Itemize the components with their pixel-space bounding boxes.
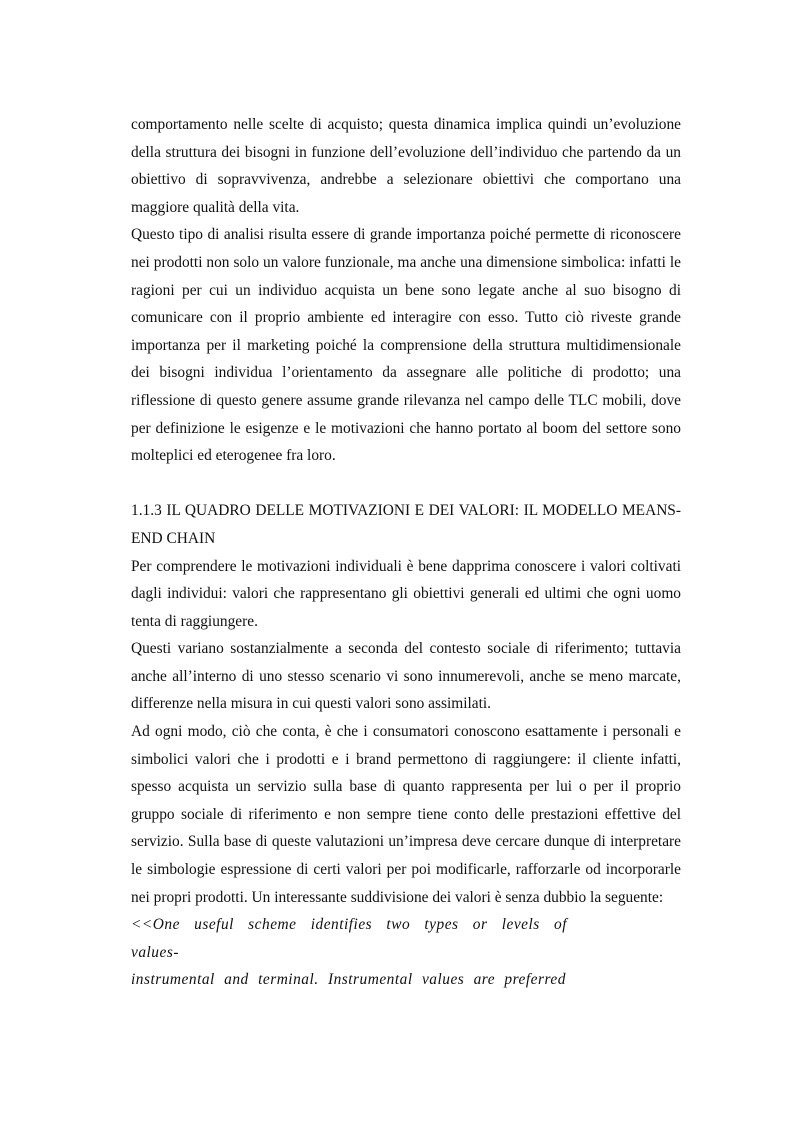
document-body <box>131 111 681 994</box>
paragraph-2: Questo tipo di analisi risulta essere di grande importanza poiché permette di riconoscere nei prodotti non solo un valore funzionale, ma anche una dimensione simbolica: infatti le ragioni per cui un individuo acquista un bene sono legate anche al suo bisogno di comunicare con il proprio ambiente ed interagire con esso. Tutto ciò riveste grande importanza per il marketing poiché la comprensione della struttura multidimensionale dei bisogni individua l’orientamento da assegnare alle politiche di prodotto; una riflessione di questo genere assume grande rilevanza nel campo delle TLC mobili, dove per definizione le esigenze e le motivazioni che hanno portato al boom del settore sono molteplici ed eterogenee fra loro. <box>131 226 681 465</box>
section-heading: 1.1.3 IL QUADRO DELLE MOTIVAZIONI E DEI VALORI: IL MODELLO MEANS-END CHAIN <box>131 502 681 547</box>
paragraph-1: comportamento nelle scelte di acquisto; questa dinamica implica quindi un’evoluzione della struttura dei bisogni in funzione dell’evoluzione dell’individuo che partendo da un obiettivo di sopravvivenza, andrebbe a selezionare obiettivi che comportano una maggiore qualità della vita. <box>131 116 681 216</box>
quote-line-1: <<One useful scheme identifies two types or levels of values- <box>131 916 567 961</box>
quote-line-2: instrumental and terminal. Instrumental values are preferred <box>131 971 566 989</box>
paragraph-4: Questi variano sostanzialmente a seconda del contesto sociale di riferimento; tuttavia anche all’interno di uno stesso scenario vi sono innumerevoli, anche se meno marcate, differenze nella misura in cui questi valori sono assimilati. <box>131 640 681 713</box>
section-spacer <box>131 470 681 498</box>
paragraph-3: Per comprendere le motivazioni individuali è bene dapprima conoscere i valori coltivati dagli individui: valori che rappresentano gli obiettivi generali ed ultimi che ogni uomo tenta di raggiungere. <box>131 557 681 630</box>
paragraph-5: Ad ogni modo, ciò che conta, è che i consumatori conoscono esattamente i personali e simbolici valori che i prodotti e i brand permettono di raggiungere: il cliente infatti, spesso acquista un servizio sulla base di quanto rappresenta per lui o per il proprio gruppo sociale di riferimento e non sempre tiene conto delle prestazioni effettive del servizio. Sulla base di queste valutazioni un’impresa deve cercare dunque di interpretare le simbologie espressione di certi valori per poi modificarle, rafforzarle od incorporarle nei propri prodotti. Un interessante suddivisione dei valori è senza dubbio la seguente: <box>131 723 681 906</box>
